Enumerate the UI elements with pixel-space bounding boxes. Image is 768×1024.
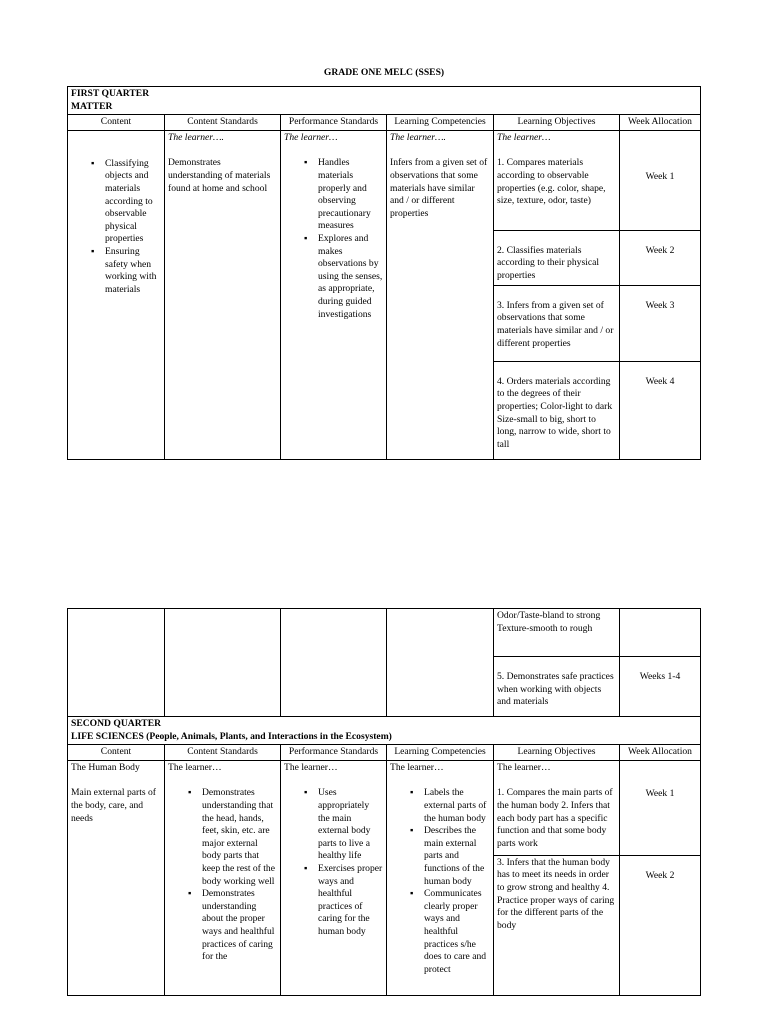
header-content: Content <box>68 745 165 761</box>
header-learning-objectives: Learning Objectives <box>494 115 620 131</box>
topic-title: LIFE SCIENCES (People, Animals, Plants, and Interactions in the Ecosystem) <box>71 730 392 742</box>
header-content: Content <box>68 115 165 131</box>
header-learning-competencies: Learning Competencies <box>387 745 494 761</box>
objective-cell <box>494 130 620 230</box>
column-header-row <box>68 115 701 131</box>
objective-text: 1. Compares materials according to observable properties (e.g. color, shape, size, texture, odor, taste) <box>497 157 606 207</box>
header-performance-standards: Performance Standards <box>281 115 387 131</box>
table-row <box>68 130 701 230</box>
week-cell <box>620 130 701 230</box>
quarter-heading-row <box>68 717 701 745</box>
learner-label: The learner… <box>284 761 338 773</box>
objective-text: 1. Compares the main parts of the human body 2. Infers that each body part has a specific function and that some body parts work <box>497 787 613 849</box>
week-cell <box>620 657 701 717</box>
week-cell <box>620 855 701 995</box>
objective-cell <box>494 760 620 855</box>
week-label: Week 2 <box>645 244 675 256</box>
header-week-allocation: Week Allocation <box>620 745 701 761</box>
header-content-standards: Content Standards <box>165 115 281 131</box>
learner-label: The learner… <box>497 761 551 773</box>
performance-standards-cell <box>281 130 387 459</box>
learning-competencies-cell <box>387 760 494 995</box>
objective-cell <box>494 657 620 717</box>
list-item: ▪ Communicates clearly proper ways and healthful practices s/he does to care and protect <box>424 888 490 976</box>
learner-label: The learner… <box>497 131 551 143</box>
objective-text: 2. Classifies materials according to their physical properties <box>497 244 600 281</box>
objective-text: 3. Infers from a given set of observations that some materials have similar and / or different properties <box>497 299 614 349</box>
objective-cell <box>494 361 620 459</box>
objective-cell <box>494 285 620 361</box>
header-learning-competencies: Learning Competencies <box>387 115 494 131</box>
document-title: GRADE ONE MELC (SSES) <box>323 67 445 78</box>
list-item: ▪ Uses appropriately the main external body parts to live a healthy life <box>318 787 383 863</box>
week-cell <box>620 760 701 855</box>
objective-text: 4. Orders materials according to the degrees of their properties; Color-light to dark Size-small to big, short to long, narrow to wide, short to tall <box>497 375 613 450</box>
header-performance-standards: Performance Standards <box>281 745 387 761</box>
content-cell <box>68 760 165 995</box>
list-item: ▪ Classifying objects and materials according to observable physical properties <box>105 158 161 246</box>
performance-standards-cell <box>281 760 387 995</box>
content-title: The Human Body <box>71 761 140 773</box>
header-content-standards: Content Standards <box>165 745 281 761</box>
objective-text: 3. Infers that the human body has to meet its needs in order to grow strong and healthy 4. Practice proper ways of caring for the different parts of the body <box>497 856 615 931</box>
topic-title: MATTER <box>71 100 113 112</box>
header-week-allocation: Week Allocation <box>620 115 701 131</box>
header-learning-objectives: Learning Objectives <box>494 745 620 761</box>
content-standards-cell <box>165 130 281 459</box>
objective-cell <box>494 609 620 657</box>
content-standards-cell <box>165 760 281 995</box>
first-quarter-table <box>67 86 701 460</box>
content-cell <box>68 130 165 459</box>
week-label: Week 1 <box>645 170 675 182</box>
week-label: Weeks 1-4 <box>639 671 681 682</box>
week-cell <box>620 285 701 361</box>
objective-text: 5. Demonstrates safe practices when working with objects and materials <box>497 671 614 708</box>
quarter-title: FIRST QUARTER <box>71 88 150 99</box>
content-standard-text: Demonstrates understanding of materials found at home and school <box>168 157 271 194</box>
list-item: ▪ Labels the external parts of the human body <box>424 787 490 825</box>
week-label: Week 4 <box>645 375 675 387</box>
learning-competencies-cell <box>387 130 494 459</box>
learner-label: The learner… <box>390 761 444 773</box>
quarter-heading-row <box>68 87 701 115</box>
week-cell <box>620 230 701 285</box>
list-item: ▪ Explores and makes observations by using the senses, as appropriate, during guided investigations <box>318 233 383 321</box>
list-item: ▪ Describes the main external parts and functions of the human body <box>424 825 490 888</box>
learner-label: The learner… <box>284 131 338 143</box>
content-text: Main external parts of the body, care, and needs <box>71 787 156 824</box>
table-row <box>68 760 701 855</box>
learner-label: The learner…. <box>390 131 446 143</box>
learner-label: The learner…. <box>168 131 224 143</box>
week-label: Week 2 <box>645 869 675 881</box>
week-label: Week 1 <box>645 787 675 799</box>
objective-cell <box>494 855 620 995</box>
list-item: ▪ Demonstrates understanding about the proper ways and healthful practices of caring for the <box>202 888 277 964</box>
list-item: ▪ Exercises proper ways and healthful practices of caring for the human body <box>318 863 383 939</box>
column-header-row <box>68 745 701 761</box>
quarter-title: SECOND QUARTER <box>71 718 162 729</box>
objective-text: Odor/Taste-bland to strong Texture-smooth to rough <box>497 610 601 634</box>
table-row <box>68 609 701 657</box>
list-item: ▪ Ensuring safety when working with materials <box>105 246 161 296</box>
learner-label: The learner… <box>168 761 222 773</box>
week-cell <box>620 361 701 459</box>
list-item: ▪ Handles materials properly and observing precautionary measures <box>318 157 383 233</box>
list-item: ▪ Demonstrates understanding that the head, hands, feet, skin, etc. are major external body parts that keep the rest of the body working well <box>202 787 277 888</box>
week-label: Week 3 <box>645 299 675 311</box>
objective-cell <box>494 230 620 285</box>
competency-text: Infers from a given set of observations that some materials have similar and / or different properties <box>390 157 488 219</box>
second-quarter-table <box>67 608 701 996</box>
